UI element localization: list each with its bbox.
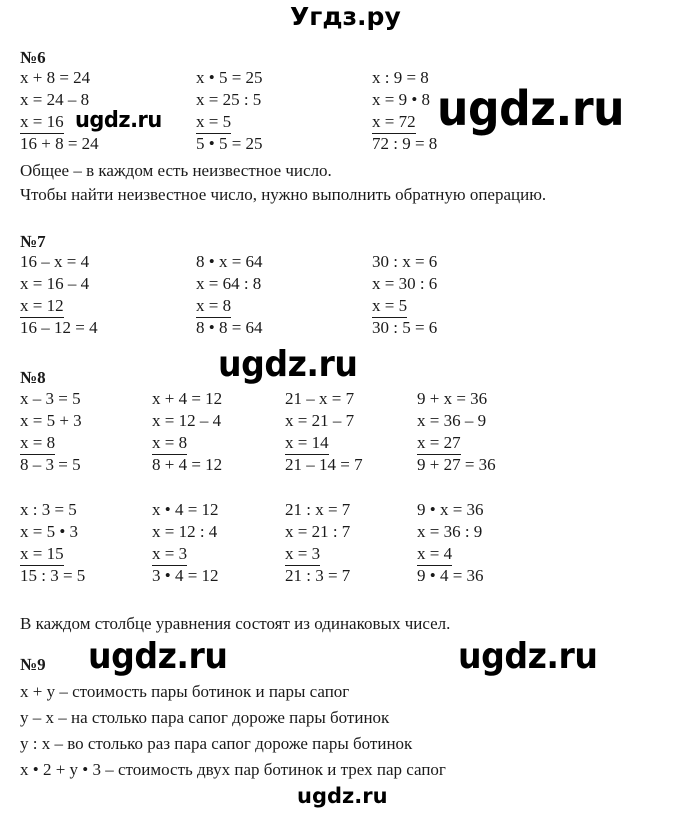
equation-line: 21 – 14 = 7 bbox=[285, 455, 363, 474]
equation-line: 21 : 3 = 7 bbox=[285, 566, 351, 585]
watermark: ugdz.ru bbox=[75, 108, 162, 133]
equation-line: x = 5 bbox=[196, 112, 231, 134]
explanation-text: В каждом столбце уравнения состоят из одинаковых чисел. bbox=[20, 614, 451, 633]
equation-line: 16 + 8 = 24 bbox=[20, 134, 99, 153]
explanation-text: x + y – стоимость пары ботинок и пары сапог bbox=[20, 682, 350, 701]
equation-line: x = 21 – 7 bbox=[285, 411, 355, 430]
equation-line: x = 30 : 6 bbox=[372, 274, 438, 293]
equation-line: x = 5 • 3 bbox=[20, 522, 79, 541]
equation-line: 8 • x = 64 bbox=[196, 252, 263, 271]
section-title-task-7: №7 bbox=[20, 232, 46, 251]
equation-line: x + 4 = 12 bbox=[152, 389, 223, 408]
equation-line: x = 8 bbox=[20, 433, 55, 455]
equation-line: 15 : 3 = 5 bbox=[20, 566, 86, 585]
equation-line: x = 8 bbox=[152, 433, 187, 455]
equation-line: x • 4 = 12 bbox=[152, 500, 219, 519]
section-title-task-8: №8 bbox=[20, 368, 46, 387]
equation-line: 16 – x = 4 bbox=[20, 252, 90, 271]
equation-line: x = 12 bbox=[20, 296, 64, 318]
equation-line: x = 36 : 9 bbox=[417, 522, 483, 541]
equation-line: x = 3 bbox=[285, 544, 320, 566]
watermark: Угдз.ру bbox=[290, 2, 401, 31]
equation-line: x = 12 : 4 bbox=[152, 522, 218, 541]
equation-line: x – 3 = 5 bbox=[20, 389, 81, 408]
equation-line: x = 14 bbox=[285, 433, 329, 455]
equation-line: x = 9 • 8 bbox=[372, 90, 431, 109]
equation-line: 21 : x = 7 bbox=[285, 500, 351, 519]
explanation-text: Чтобы найти неизвестное число, нужно выполнить обратную операцию. bbox=[20, 185, 547, 204]
watermark: ugdz.ru bbox=[458, 636, 598, 677]
watermark: ugdz.ru bbox=[218, 344, 358, 385]
equation-line: x = 27 bbox=[417, 433, 461, 455]
equation-line: 3 • 4 = 12 bbox=[152, 566, 219, 585]
equation-line: x = 5 bbox=[372, 296, 407, 318]
equation-line: 21 – x = 7 bbox=[285, 389, 355, 408]
section-title-task-9: №9 bbox=[20, 655, 46, 674]
equation-line: x + 8 = 24 bbox=[20, 68, 91, 87]
explanation-text: y : x – во столько раз пара сапог дороже пары ботинок bbox=[20, 734, 413, 753]
equation-line: 9 • 4 = 36 bbox=[417, 566, 484, 585]
explanation-text: Общее – в каждом есть неизвестное число. bbox=[20, 161, 332, 180]
equation-line: x = 16 bbox=[20, 112, 64, 134]
equation-line: x = 4 bbox=[417, 544, 452, 566]
equation-line: x : 3 = 5 bbox=[20, 500, 77, 519]
equation-line: x = 3 bbox=[152, 544, 187, 566]
equation-line: x = 64 : 8 bbox=[196, 274, 262, 293]
equation-line: x = 15 bbox=[20, 544, 64, 566]
equation-line: 30 : 5 = 6 bbox=[372, 318, 438, 337]
equation-line: x = 5 + 3 bbox=[20, 411, 82, 430]
watermark: ugdz.ru bbox=[437, 81, 625, 137]
equation-line: x : 9 = 8 bbox=[372, 68, 429, 87]
section-title-task-6: №6 bbox=[20, 48, 46, 67]
equation-line: x = 8 bbox=[196, 296, 231, 318]
equation-line: 30 : x = 6 bbox=[372, 252, 438, 271]
explanation-text: y – x – на столько пара сапог дороже пары ботинок bbox=[20, 708, 390, 727]
explanation-text: x • 2 + y • 3 – стоимость двух пар ботинок и трех пар сапог bbox=[20, 760, 446, 779]
equation-line: 8 + 4 = 12 bbox=[152, 455, 223, 474]
equation-line: x = 25 : 5 bbox=[196, 90, 262, 109]
equation-line: 8 – 3 = 5 bbox=[20, 455, 81, 474]
equation-line: x = 21 : 7 bbox=[285, 522, 351, 541]
watermark: ugdz.ru bbox=[88, 636, 228, 677]
equation-line: x • 5 = 25 bbox=[196, 68, 263, 87]
equation-line: 72 : 9 = 8 bbox=[372, 134, 438, 153]
equation-line: x = 12 – 4 bbox=[152, 411, 222, 430]
equation-line: 8 • 8 = 64 bbox=[196, 318, 263, 337]
equation-line: 5 • 5 = 25 bbox=[196, 134, 263, 153]
equation-line: x = 36 – 9 bbox=[417, 411, 487, 430]
equation-line: 9 • x = 36 bbox=[417, 500, 484, 519]
equation-line: x = 16 – 4 bbox=[20, 274, 90, 293]
equation-line: x = 24 – 8 bbox=[20, 90, 90, 109]
equation-line: 9 + 27 = 36 bbox=[417, 455, 496, 474]
equation-line: 16 – 12 = 4 bbox=[20, 318, 98, 337]
equation-line: 9 + x = 36 bbox=[417, 389, 488, 408]
equation-line: x = 72 bbox=[372, 112, 416, 134]
watermark: ugdz.ru bbox=[297, 784, 388, 808]
